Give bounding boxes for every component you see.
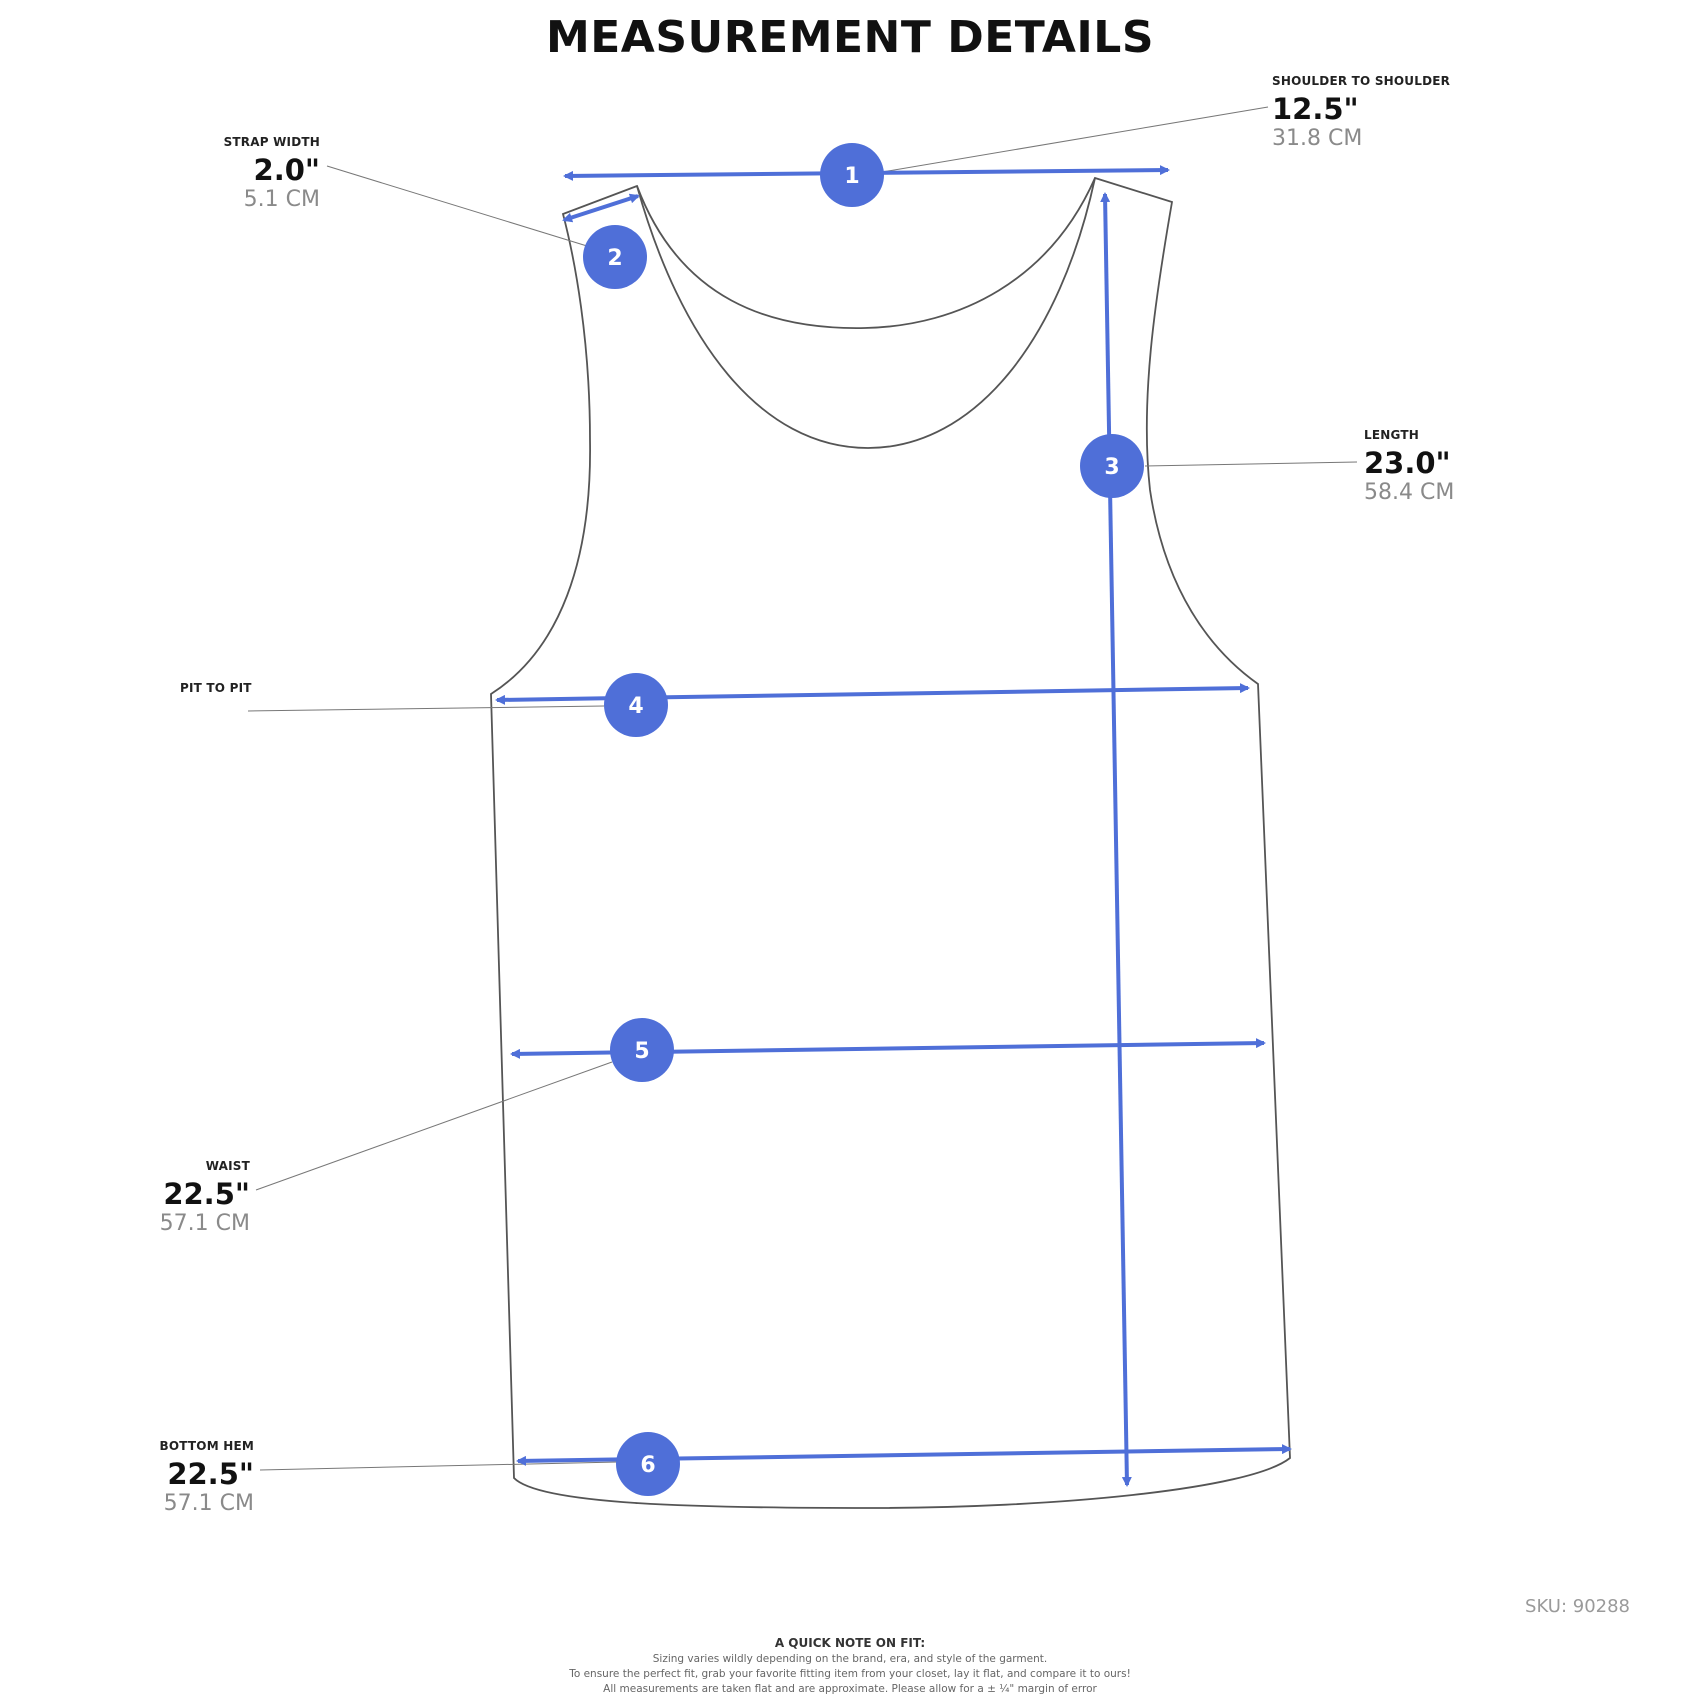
label-name: STRAP WIDTH [223,135,320,149]
label-inches: 22.5" [167,1457,254,1491]
label-name: WAIST [205,1159,250,1173]
page-title: MEASUREMENT DETAILS [545,12,1155,63]
leader-line-2 [327,166,587,246]
fit-note-heading: A QUICK NOTE ON FIT: [774,1636,926,1650]
label-cm: 58.4 CM [1364,480,1455,505]
fit-note [0,1636,1700,1695]
label-bottom-hem [160,1439,255,1516]
leader-line-3 [1145,462,1357,466]
leader-line-1 [882,107,1268,172]
label-name: LENGTH [1364,428,1419,442]
badge-6 [616,1432,680,1496]
badge-4-number: 4 [628,694,644,719]
label-inches: 23.0" [1364,446,1451,480]
label-inches: 2.0" [253,153,320,187]
badge-3 [1080,434,1144,498]
label-strap-width [224,135,320,212]
badge-6-number: 6 [640,1453,656,1478]
label-cm: 57.1 CM [159,1211,250,1236]
badge-1-number: 1 [844,164,860,189]
fit-note-line: To ensure the perfect fit, grab your favorite fitting item from your closet, lay it flat, and compare it to ours! [569,1668,1131,1680]
label-inches: 22.5" [163,1177,250,1211]
sku-label: SKU: 90288 [1525,1596,1630,1617]
leader-line-6 [260,1462,618,1470]
badge-3-number: 3 [1104,455,1120,480]
label-shoulder-to-shoulder [1272,74,1450,151]
label-inches: 12.5" [1272,92,1359,126]
arrow-length [1105,194,1127,1485]
label-waist [160,1159,250,1236]
badge-4 [604,673,668,737]
neckline [637,178,1095,448]
label-name: PIT TO PIT [180,681,252,695]
fit-note-line: Sizing varies wildly depending on the brand, era, and style of the garment. [652,1653,1048,1665]
label-name: BOTTOM HEM [159,1439,254,1453]
label-cm: 57.1 CM [163,1491,254,1516]
badge-5-number: 5 [634,1039,650,1064]
label-cm: 5.1 CM [243,187,320,212]
leader-line-4 [248,706,604,711]
garment-outline [491,178,1290,1508]
label-length [1364,428,1454,505]
badge-2-number: 2 [607,246,623,271]
badge-5 [610,1018,674,1082]
fit-note-line: All measurements are taken flat and are approximate. Please allow for a ± ¼" margin of error [603,1683,1097,1695]
label-name: SHOULDER TO SHOULDER [1272,74,1451,88]
label-pit-to-pit [180,681,252,695]
badge-2 [583,225,647,289]
badge-1 [820,143,884,207]
label-cm: 31.8 CM [1272,126,1363,151]
leader-line-5 [256,1062,612,1190]
